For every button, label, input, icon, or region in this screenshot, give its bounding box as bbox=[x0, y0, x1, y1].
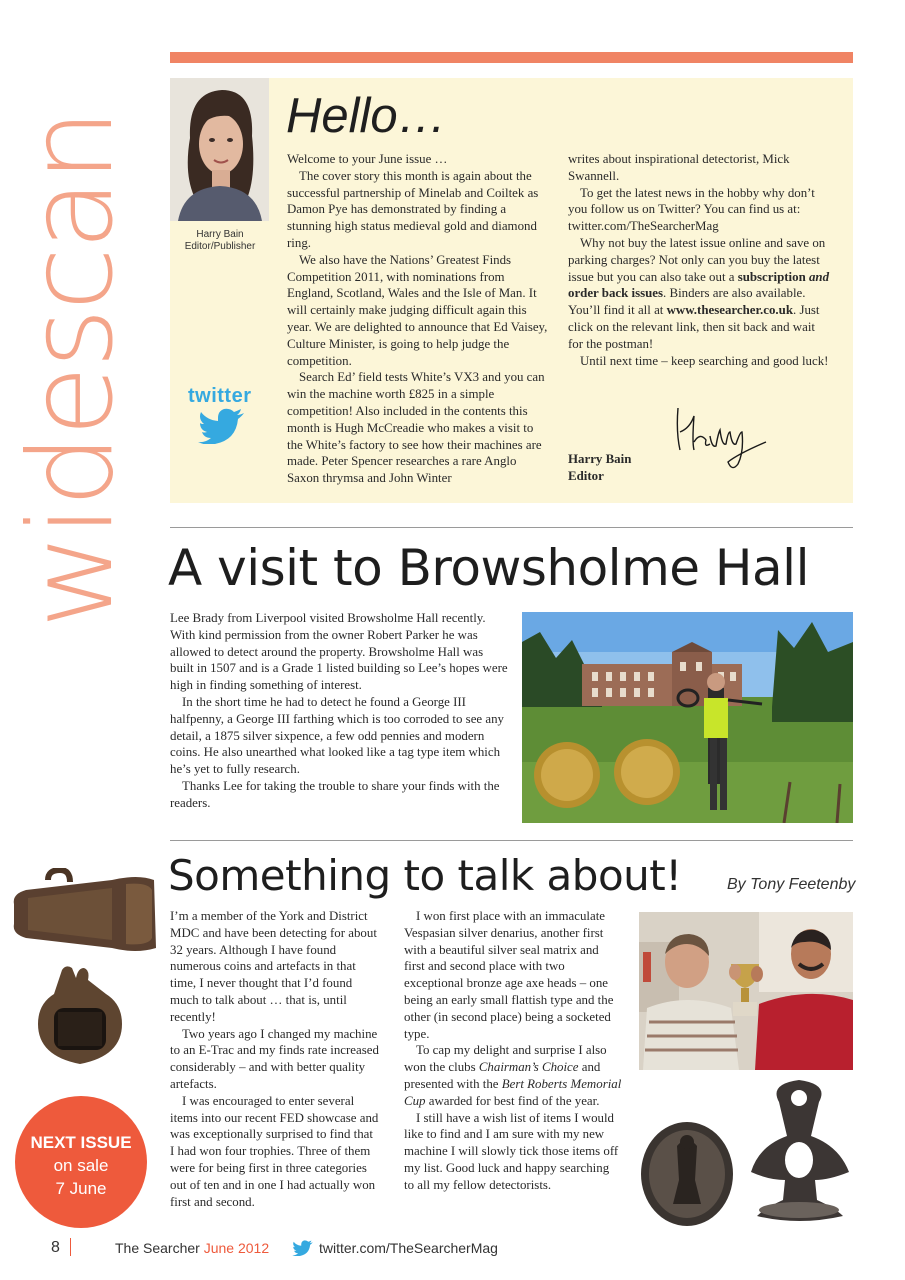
page-number-bar bbox=[70, 1238, 71, 1256]
on-sale-label: on sale bbox=[53, 1156, 109, 1175]
article-paragraph: Two years ago I changed my machine to an E-Trac and my finds rate increased considerably – and with better quality artefacts. bbox=[170, 1026, 379, 1091]
editorial-paragraph: To get the latest news in the hobby why don’t you follow us on Twitter? You can find us at: twitter.com/TheSearcherMag bbox=[568, 185, 815, 234]
article-paragraph: Lee Brady from Liverpool visited Browsholme Hall recently. With kind permission from the owner Robert Parker he was allowed to detect around the property. Browsholme Hall was built in 1507 and is a Grade 1 listed building so Lee’s hopes were high in finding something of interest. bbox=[170, 611, 508, 693]
twitter-bird-icon bbox=[198, 408, 246, 444]
back-issues-emphasis: order back issues bbox=[568, 286, 664, 301]
subscription-emphasis: subscription bbox=[737, 269, 806, 284]
trophy-photo bbox=[639, 912, 853, 1070]
magazine-name: The Searcher bbox=[115, 1240, 200, 1256]
editorial-paragraph: Until next time – keep searching and good luck! bbox=[580, 353, 829, 368]
text-run: . Binders are also available. You’ll find it all at bbox=[568, 286, 806, 318]
editorial-paragraph: Welcome to your June issue … bbox=[287, 152, 448, 166]
next-issue-badge bbox=[15, 1096, 147, 1228]
axe-head-photo bbox=[8, 868, 158, 960]
editor-name: Harry Bain bbox=[196, 229, 244, 240]
article-paragraph: I’m a member of the York and District MDC and have been detecting for about 32 years. Although I have found numerous coins and artefacts in that time, I never thought that I’d found much to talk about … that is, until recently! bbox=[170, 909, 377, 1024]
editorial-signoff bbox=[568, 451, 631, 485]
next-issue-label: NEXT ISSUE bbox=[30, 1133, 132, 1152]
editorial-column-1 bbox=[287, 151, 549, 487]
article-paragraph: I won first place with an immaculate Vespasian silver denarius, another first with a beautiful silver seal matrix and first and second place with two exceptional bronze age axe heads – one being an early small flattish type and the other (in second place) being a socketed type. bbox=[404, 909, 614, 1041]
top-accent-bar bbox=[170, 52, 853, 63]
socket-axe-photo bbox=[32, 964, 128, 1068]
article-paragraph: In the short time he had to detect he found a George III halfpenny, a George III farthing which is too corroded to see any detail, a 1875 silver sixpence, a few odd pennies and modern coins. He also unearthed what looked like a tag type item which he’s yet to fully research. bbox=[170, 694, 504, 777]
editorial-paragraph: The cover story this month is again about the successful partnership of Minelab and Coiltek as Damon Pye has demonstrated by finding a stunning high status medieval gold and diamond ring. bbox=[287, 168, 539, 250]
section-tag: widescan bbox=[4, 111, 139, 629]
and-emphasis: and bbox=[808, 269, 830, 284]
article-body bbox=[170, 610, 508, 812]
divider bbox=[170, 840, 853, 841]
text-run: and presented with the bbox=[404, 1060, 601, 1091]
editorial-paragraph bbox=[568, 235, 830, 353]
award-name: Chairman’s Choice bbox=[478, 1060, 579, 1075]
divider bbox=[170, 527, 853, 528]
issue-date: June 2012 bbox=[203, 1240, 270, 1256]
article-paragraph: I was encouraged to enter several items into our recent FED showcase and was exceptionally surprised to find that I had won four trophies. Three of them were for being first in three categories out of ten and in one I had actually won first and second. bbox=[170, 1093, 379, 1209]
article-paragraph bbox=[404, 1042, 622, 1109]
editorial-paragraph: We also have the Nations’ Greatest Finds Competition 2011, with nominations from England, Scotland, Wales and the Isle of Man. It will certainly make judging difficult again this year. We are delighted to announce that Ed Vaisey, Culture Minister, is going to help judge the competition. bbox=[287, 252, 548, 368]
text-run: To cap my delight and surprise I also won the clubs bbox=[404, 1043, 607, 1075]
award-name: Bert Roberts Memorial Cup bbox=[404, 1076, 622, 1108]
editor-role: Editor/Publisher bbox=[184, 241, 256, 252]
editorial-column-2 bbox=[568, 151, 830, 369]
editorial-paragraph: writes about inspirational detectorist, Mick Swannell. bbox=[568, 152, 790, 183]
footer-magazine bbox=[115, 1238, 269, 1258]
footer-twitter-link[interactable]: twitter.com/TheSearcherMag bbox=[319, 1240, 498, 1256]
seal-matrix-photo bbox=[639, 1076, 853, 1226]
on-sale-date: 7 June bbox=[55, 1179, 107, 1198]
byline: By Tony Feetenby bbox=[727, 876, 856, 893]
browsholme-photo bbox=[522, 612, 853, 823]
twitter-logo-text: twitter bbox=[188, 385, 252, 407]
article-column-2 bbox=[404, 908, 622, 1194]
article-paragraph: Thanks Lee for taking the trouble to share your finds with the readers. bbox=[170, 778, 500, 810]
signoff-name: Harry Bain bbox=[568, 452, 632, 466]
editorial-title: Hello… bbox=[286, 89, 447, 143]
editor-portrait bbox=[170, 78, 269, 221]
text-run: awarded for best find of the year. bbox=[425, 1093, 600, 1108]
page-number: 8 bbox=[51, 1239, 60, 1256]
text-run: Why not buy the latest issue online and save on parking charges? Not only can you buy the latest issue but you can also take out a bbox=[568, 235, 826, 284]
article-headline: Something to talk about! bbox=[168, 851, 682, 900]
signature-icon bbox=[672, 402, 772, 472]
editor-caption bbox=[164, 229, 276, 253]
signoff-role: Editor bbox=[568, 468, 604, 483]
article-paragraph: I still have a wish list of items I would like to find and I am sure with my new machine I will slowly tick those items off my list. Good luck and happy searching to all my fellow detectorists. bbox=[404, 1110, 619, 1192]
twitter-bird-icon bbox=[292, 1240, 314, 1256]
website-link[interactable]: www.thesearcher.co.uk bbox=[666, 303, 793, 318]
text-run: . Just click on the relevant link, then sit back and wait for the postman! bbox=[568, 303, 820, 351]
article-headline: A visit to Browsholme Hall bbox=[168, 539, 809, 597]
article-column-1 bbox=[170, 908, 380, 1210]
editorial-paragraph: Search Ed’ field tests White’s VX3 and you can win the machine worth £825 in a simple competition! Also included in the contents this month is Hugh McCreadie who makes a visit to the White’s factory to see how their machines are made. Peter Spencer researches a rare Anglo Saxon thrymsa and John Winter bbox=[287, 370, 545, 486]
